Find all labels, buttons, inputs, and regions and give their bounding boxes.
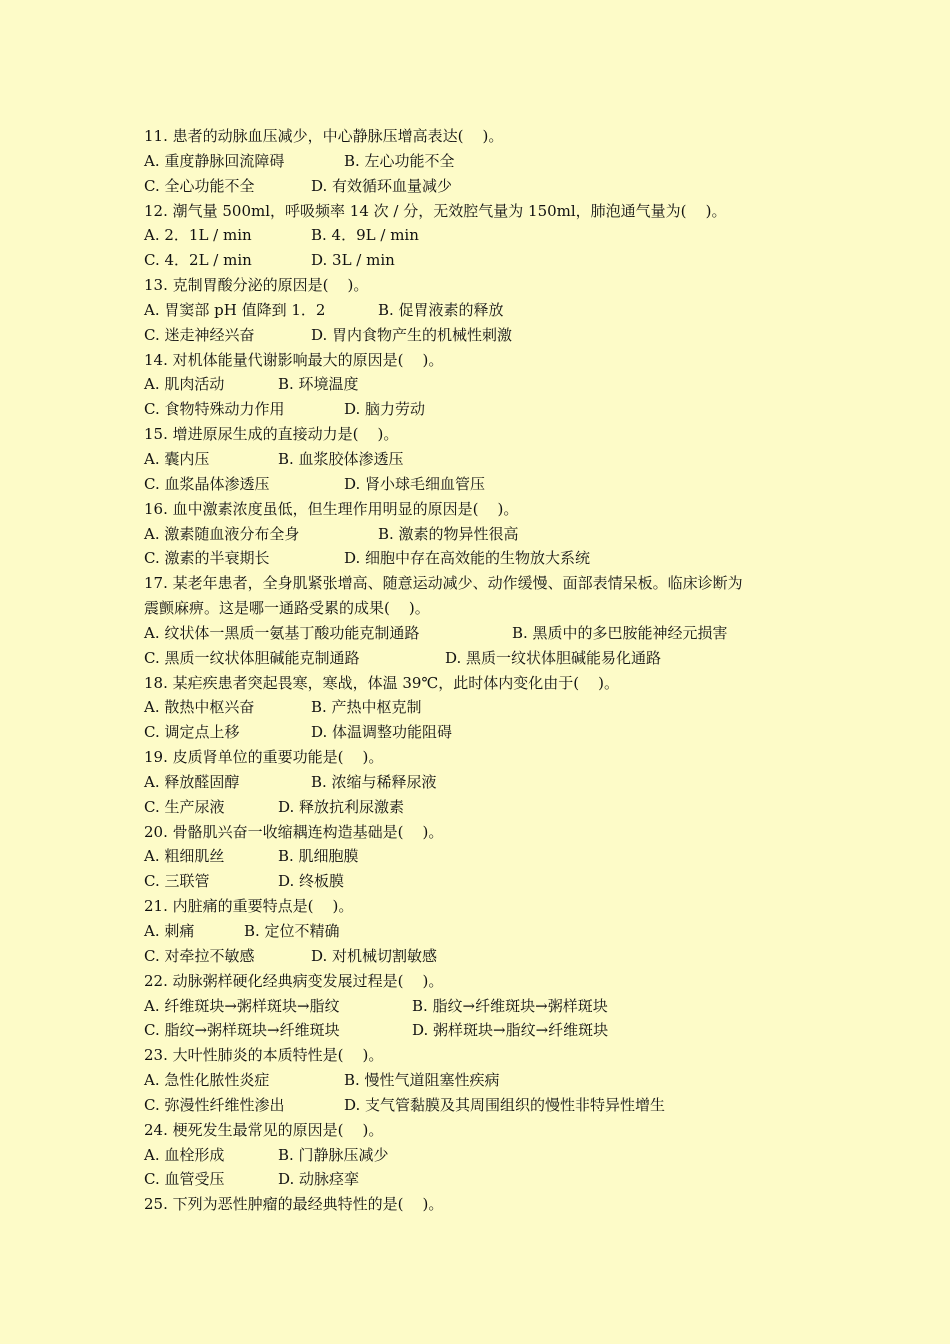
option-text: B. 浓缩与稀释尿液 <box>311 772 437 791</box>
option-row <box>144 1018 824 1043</box>
option-row <box>144 447 824 472</box>
option-text: C. 食物特殊动力作用 <box>144 400 285 419</box>
question-text: 12. 潮气量 500ml，呼吸频率 14 次 / 分，无效腔气量为 150ml，肺泡通气量为( )。 <box>144 201 727 220</box>
question-text: 22. 动脉粥样硬化经典病变发展过程是( )。 <box>144 971 444 990</box>
question-text: 24. 梗死发生最常见的原因是( )。 <box>144 1120 384 1139</box>
option-text: A. 囊内压 <box>144 449 210 468</box>
question-text: 18. 某疟疾患者突起畏寒，寒战，体温 39℃，此时体内变化由于( )。 <box>144 673 620 692</box>
option-text: A. 2．1L / min <box>144 226 252 245</box>
question-text: 15. 增进原尿生成的直接动力是( )。 <box>144 425 399 444</box>
option-text: B. 产热中枢克制 <box>311 698 422 717</box>
option-row <box>144 1167 824 1192</box>
option-text: D. 支气管黏膜及其周围组织的慢性非特异性增生 <box>344 1095 666 1114</box>
option-text: A. 散热中枢兴奋 <box>144 698 255 717</box>
option-text: D. 3L / min <box>311 251 395 270</box>
option-text: B. 黑质中的多巴胺能神经元损害 <box>512 623 728 642</box>
question-text: 23. 大叶性肺炎的本质特性是( )。 <box>144 1046 384 1065</box>
option-text: D. 有效循环血量减少 <box>311 176 453 195</box>
option-text: D. 终板膜 <box>278 872 345 891</box>
option-text: C. 调定点上移 <box>144 723 240 742</box>
option-text: D. 肾小球毛细血管压 <box>344 474 486 493</box>
question-text: 21. 内脏痛的重要特点是( )。 <box>144 897 354 916</box>
option-text: A. 血栓形成 <box>144 1145 225 1164</box>
option-row <box>144 223 824 248</box>
question-text: 13. 克制胃酸分泌的原因是( )。 <box>144 276 369 295</box>
question-text: 14. 对机体能量代谢影响最大的原因是( )。 <box>144 350 444 369</box>
option-text: B. 肌细胞膜 <box>278 847 359 866</box>
option-row <box>144 944 824 969</box>
option-text: C. 生产尿液 <box>144 797 225 816</box>
option-text: A. 重度静脉回流障碍 <box>144 151 285 170</box>
option-text: C. 脂纹→粥样斑块→纤维斑块 <box>144 1021 340 1040</box>
option-text: A. 纤维斑块→粥样斑块→脂纹 <box>144 996 340 1015</box>
option-text: B. 慢性气道阻塞性疾病 <box>344 1071 500 1090</box>
option-row <box>144 844 824 869</box>
option-row <box>144 248 824 273</box>
option-text: B. 左心功能不全 <box>344 151 455 170</box>
option-text: D. 胃内食物产生的机械性刺激 <box>311 325 513 344</box>
option-text: B. 环境温度 <box>278 375 359 394</box>
option-row <box>144 1143 824 1168</box>
option-text: A. 粗细肌丝 <box>144 847 225 866</box>
option-text: B. 门静脉压减少 <box>278 1145 389 1164</box>
option-text: D. 对机械切割敏感 <box>311 946 438 965</box>
option-text: B. 促胃液素的释放 <box>378 300 504 319</box>
option-text: C. 迷走神经兴奋 <box>144 325 255 344</box>
option-row <box>144 919 824 944</box>
option-text: C. 弥漫性纤维性渗出 <box>144 1095 285 1114</box>
option-row <box>144 472 824 497</box>
question-text: 11. 患者的动脉血压减少，中心静脉压增高表达( )。 <box>144 127 504 145</box>
option-text: D. 黑质一纹状体胆碱能易化通路 <box>445 648 662 667</box>
question-text: 16. 血中激素浓度虽低，但生理作用明显的原因是( )。 <box>144 499 519 518</box>
option-row <box>144 621 824 646</box>
option-text: D. 粥样斑块→脂纹→纤维斑块 <box>412 1021 609 1040</box>
option-text: B. 脂纹→纤维斑块→粥样斑块 <box>412 996 608 1015</box>
option-text: B. 血浆胶体渗透压 <box>278 449 404 468</box>
option-row <box>144 397 824 422</box>
option-text: D. 释放抗利尿激素 <box>278 797 405 816</box>
option-row <box>144 770 824 795</box>
option-text: A. 胃窦部 pH 值降到 1．2 <box>144 300 326 319</box>
option-text: D. 动脉痉挛 <box>278 1170 360 1189</box>
option-text: C. 黑质一纹状体胆碱能克制通路 <box>144 648 360 667</box>
question-text: 震颤麻痹。这是哪一通路受累的成果( )。 <box>144 599 430 618</box>
option-row <box>144 149 824 174</box>
document-body <box>144 124 824 1217</box>
option-text: D. 细胞中存在高效能的生物放大系统 <box>344 549 591 568</box>
option-row <box>144 869 824 894</box>
option-row <box>144 994 824 1019</box>
option-text: A. 肌肉活动 <box>144 375 225 394</box>
option-text: C. 全心功能不全 <box>144 176 255 195</box>
option-text: B. 激素的物异性很高 <box>378 524 519 543</box>
option-row <box>144 1068 824 1093</box>
option-text: C. 激素的半衰期长 <box>144 549 270 568</box>
option-row <box>144 795 824 820</box>
option-text: A. 急性化脓性炎症 <box>144 1071 270 1090</box>
option-row <box>144 546 824 571</box>
option-row <box>144 646 824 671</box>
option-text: B. 4．9L / min <box>311 226 419 245</box>
option-row <box>144 695 824 720</box>
option-row <box>144 1093 824 1118</box>
question-text: 25. 下列为恶性肿瘤的最经典特性的是( )。 <box>144 1195 444 1214</box>
option-text: C. 血管受压 <box>144 1170 225 1189</box>
option-text: C. 血浆晶体渗透压 <box>144 474 270 493</box>
option-row <box>144 372 824 397</box>
option-text: B. 定位不精确 <box>244 922 340 940</box>
question-text: 17. 某老年患者，全身肌紧张增高、随意运动减少、动作缓慢、面部表情呆板。临床诊断为 <box>144 574 743 593</box>
question-text: 20. 骨骼肌兴奋一收缩耦连构造基础是( )。 <box>144 822 444 841</box>
option-row <box>144 298 824 323</box>
option-row <box>144 174 824 199</box>
option-row <box>144 522 824 547</box>
option-text: D. 脑力劳动 <box>344 400 426 419</box>
option-text: D. 体温调整功能阻碍 <box>311 723 453 742</box>
option-text: A. 激素随血液分布全身 <box>144 524 300 543</box>
option-row <box>144 323 824 348</box>
question-text: 19. 皮质肾单位的重要功能是( )。 <box>144 748 384 767</box>
option-text: C. 对牵拉不敏感 <box>144 946 255 965</box>
option-text: A. 刺痛 <box>144 922 195 940</box>
option-text: C. 三联管 <box>144 872 210 891</box>
option-text: A. 释放醛固醇 <box>144 772 240 791</box>
option-text: C. 4．2L / min <box>144 251 252 270</box>
option-text: A. 纹状体一黑质一氨基丁酸功能克制通路 <box>144 623 420 642</box>
option-row <box>144 720 824 745</box>
